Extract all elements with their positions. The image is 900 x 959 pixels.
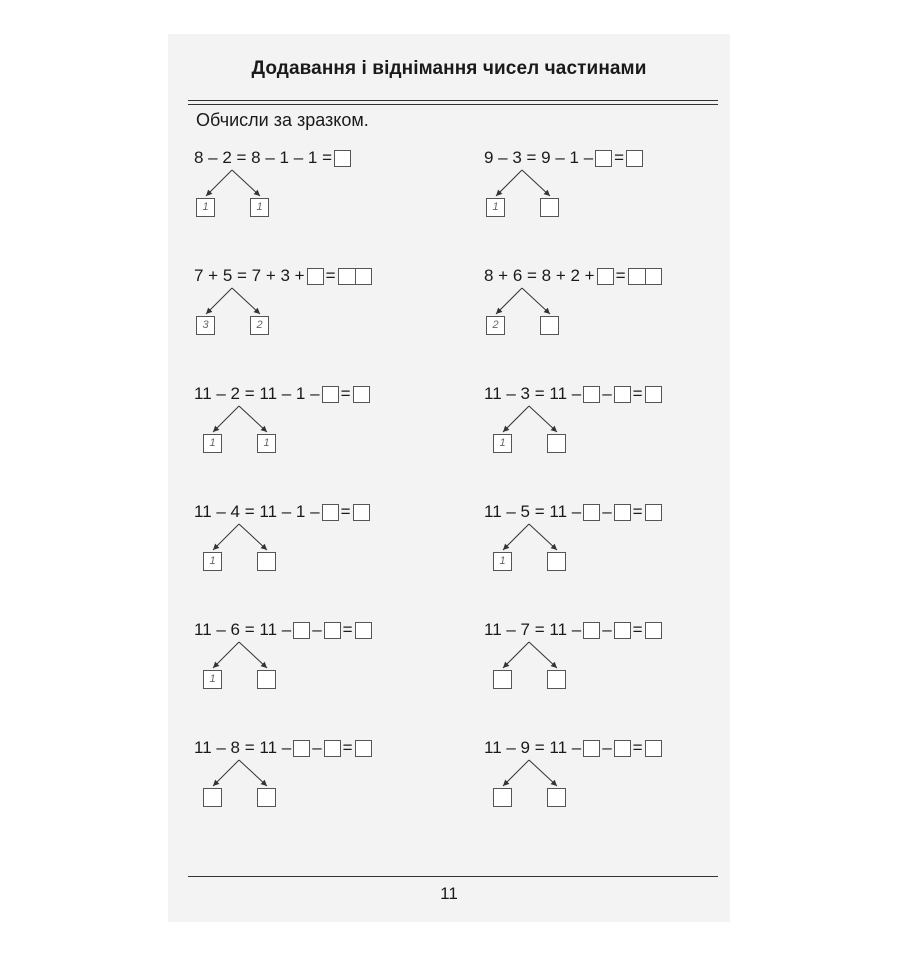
equation (194, 146, 353, 170)
exercise-item (484, 736, 764, 836)
minus-sign: – (312, 738, 322, 757)
equals-sign: = (632, 738, 643, 757)
equation-text: 9 – 3 = 9 – 1 – (484, 148, 594, 167)
part-box-2[interactable] (614, 386, 631, 403)
answer-box-two-digit[interactable] (628, 268, 662, 285)
part-box-1[interactable] (583, 622, 600, 639)
dotted-hint (541, 199, 558, 216)
equation-text: 7 + 5 = 7 + 3 + (194, 266, 305, 285)
equation (484, 618, 664, 642)
part-box-1[interactable] (293, 740, 310, 757)
part-left-box[interactable] (493, 670, 512, 689)
footer-rule (188, 876, 718, 877)
equation-text: 8 – 2 = 8 – 1 – 1 = (194, 148, 333, 167)
exercise-item (484, 382, 764, 482)
exercise-item (194, 500, 474, 600)
part-left-box[interactable] (203, 552, 222, 571)
part-left-box[interactable] (203, 670, 222, 689)
exercise-item (484, 500, 764, 600)
dotted-hint (258, 671, 275, 688)
equals-sign: = (340, 502, 351, 521)
equation (484, 736, 664, 760)
equation (194, 264, 374, 288)
dotted-hint (548, 553, 565, 570)
title-rule (188, 100, 718, 101)
dotted-hint: 1 (202, 201, 209, 213)
part-right-box[interactable] (257, 788, 276, 807)
workbook-page (168, 34, 730, 922)
exercise-item (484, 146, 764, 246)
exercise-item (484, 618, 764, 718)
part-right-box[interactable] (257, 670, 276, 689)
answer-box[interactable] (353, 386, 370, 403)
dotted-hint: 1 (492, 201, 499, 213)
minus-sign: – (312, 620, 322, 639)
dotted-hint: 1 (263, 437, 270, 449)
equation (194, 500, 372, 524)
part-box-2[interactable] (324, 740, 341, 757)
part-right-box[interactable] (250, 316, 269, 335)
equals-sign: = (615, 266, 626, 285)
part-box-1[interactable] (583, 386, 600, 403)
dotted-hint (494, 671, 511, 688)
answer-box[interactable] (645, 504, 662, 521)
part-right-box[interactable] (540, 198, 559, 217)
equals-sign: = (632, 620, 643, 639)
equation-text: 11 – 8 = 11 – (194, 738, 292, 757)
exercise-item (194, 736, 474, 836)
part-right-box[interactable] (257, 552, 276, 571)
dotted-hint: 1 (209, 673, 216, 685)
dotted-hint (204, 789, 221, 806)
dotted-hint: 3 (202, 319, 209, 331)
exercise-item (194, 264, 474, 364)
part-left-box[interactable] (493, 552, 512, 571)
equation (194, 382, 372, 406)
dotted-hint: 2 (256, 319, 263, 331)
part-right-box[interactable] (547, 788, 566, 807)
equation-text: 11 – 3 = 11 – (484, 384, 582, 403)
answer-box[interactable] (645, 386, 662, 403)
part-right-box[interactable] (540, 316, 559, 335)
part-box-2[interactable] (614, 740, 631, 757)
dotted-hint: 1 (256, 201, 263, 213)
dotted-hint: 2 (492, 319, 499, 331)
exercise-item (194, 382, 474, 482)
part-left-box[interactable] (486, 198, 505, 217)
part-left-box[interactable] (486, 316, 505, 335)
answer-box[interactable] (645, 740, 662, 757)
equation (484, 500, 664, 524)
part-box[interactable] (597, 268, 614, 285)
part-box-2[interactable] (614, 622, 631, 639)
equals-sign: = (342, 738, 353, 757)
equation-text: 11 – 9 = 11 – (484, 738, 582, 757)
equals-sign: = (342, 620, 353, 639)
equation-text: 11 – 6 = 11 – (194, 620, 292, 639)
answer-box[interactable] (355, 622, 372, 639)
exercise-item (194, 146, 474, 246)
part-left-box[interactable] (196, 316, 215, 335)
part-right-box[interactable] (547, 434, 566, 453)
dotted-hint (258, 553, 275, 570)
dotted-hint: 1 (209, 555, 216, 567)
title-rule-2 (188, 104, 718, 105)
part-left-box[interactable] (493, 788, 512, 807)
page-number: 11 (440, 884, 458, 903)
part-left-box[interactable] (196, 198, 215, 217)
dotted-hint (258, 789, 275, 806)
dotted-hint (541, 317, 558, 334)
part-right-box[interactable] (547, 552, 566, 571)
equation-text: 11 – 4 = 11 – 1 – (194, 502, 320, 521)
minus-sign: – (602, 738, 612, 757)
equals-sign: = (614, 148, 625, 167)
part-box-1[interactable] (293, 622, 310, 639)
part-left-box[interactable] (203, 788, 222, 807)
dotted-hint: 1 (499, 437, 506, 449)
equation-text: 11 – 7 = 11 – (484, 620, 582, 639)
equation (484, 146, 645, 170)
minus-sign: – (602, 620, 612, 639)
answer-box[interactable] (355, 740, 372, 757)
part-box[interactable] (322, 504, 339, 521)
part-right-box[interactable] (257, 434, 276, 453)
part-box[interactable] (307, 268, 324, 285)
part-box[interactable] (322, 386, 339, 403)
dotted-hint: 1 (499, 555, 506, 567)
answer-box[interactable] (334, 150, 351, 167)
part-left-box[interactable] (203, 434, 222, 453)
equation (484, 264, 664, 288)
equals-sign: = (340, 384, 351, 403)
answer-box-two-digit[interactable] (338, 268, 372, 285)
part-box-1[interactable] (583, 740, 600, 757)
equation (194, 618, 374, 642)
part-left-box[interactable] (493, 434, 512, 453)
equation-text: 8 + 6 = 8 + 2 + (484, 266, 595, 285)
instruction-text: Обчисли за зразком. (196, 110, 369, 130)
dotted-hint (494, 789, 511, 806)
part-box-2[interactable] (324, 622, 341, 639)
part-box[interactable] (595, 150, 612, 167)
page-title: Додавання і віднімання чисел частинами (251, 58, 647, 79)
equation (484, 382, 664, 406)
equation-text: 11 – 5 = 11 – (484, 502, 582, 521)
equation-text: 11 – 2 = 11 – 1 – (194, 384, 320, 403)
part-box-1[interactable] (583, 504, 600, 521)
equals-sign: = (325, 266, 336, 285)
answer-box[interactable] (626, 150, 643, 167)
dotted-hint (548, 789, 565, 806)
dotted-hint (548, 671, 565, 688)
part-right-box[interactable] (250, 198, 269, 217)
answer-box[interactable] (353, 504, 370, 521)
dotted-hint (548, 435, 565, 452)
minus-sign: – (602, 384, 612, 403)
minus-sign: – (602, 502, 612, 521)
equation (194, 736, 374, 760)
part-right-box[interactable] (547, 670, 566, 689)
equals-sign: = (632, 384, 643, 403)
dotted-hint: 1 (209, 437, 216, 449)
part-box-2[interactable] (614, 504, 631, 521)
answer-box[interactable] (645, 622, 662, 639)
exercise-item (194, 618, 474, 718)
equals-sign: = (632, 502, 643, 521)
exercise-item (484, 264, 764, 364)
